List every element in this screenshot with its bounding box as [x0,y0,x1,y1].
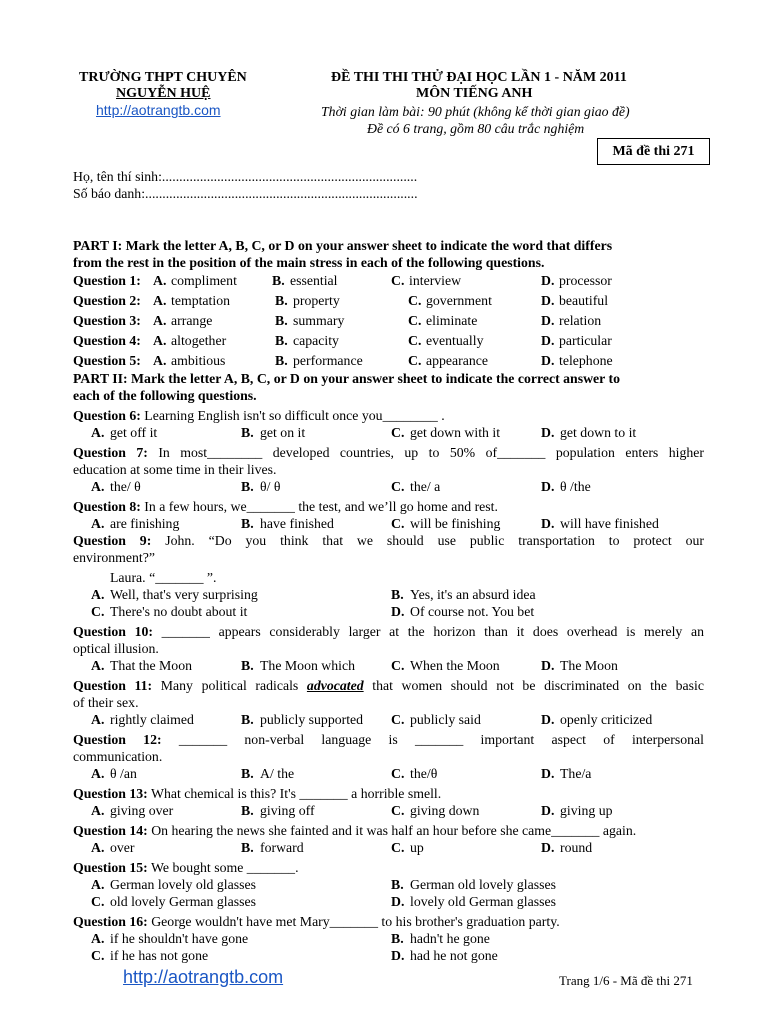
option-letter: D. [541,333,555,348]
option-letter: D. [541,766,555,781]
option-letter: C. [391,425,405,440]
question-9-line3: Laura. “_______ ”. [110,570,217,585]
option-letter: A. [91,479,105,494]
question-text: Many political radicals [160,678,299,693]
option-text: giving off [260,803,315,818]
option-text: The Moon which [260,658,356,673]
option-letter: D. [541,273,555,288]
option-letter: D. [541,803,555,818]
question-label: Question 10: [73,624,153,639]
option-text: altogether [171,333,227,348]
option-letter: C. [408,353,422,368]
option-letter: B. [275,293,288,308]
option-letter: D. [541,353,555,368]
option-text: if he shouldn't have gone [110,931,249,946]
option-text: The/a [560,766,592,781]
option-text: giving down [410,803,480,818]
option-letter: B. [241,516,254,531]
option-letter: A. [91,658,105,673]
option-text: will be finishing [410,516,501,531]
option-letter: A. [91,425,105,440]
part2-instruction: PART II: Mark the letter A, B, C, or D on your answer sheet to indicate the correct answer to [73,371,620,386]
option-letter: D. [541,840,555,855]
option-text: A/ the [260,766,295,781]
option-text: had he not gone [410,948,498,963]
option-text: compliment [171,273,237,288]
option-text: capacity [293,333,339,348]
footer-website-link[interactable]: http://aotrangtb.com [123,967,284,987]
option-letter: D. [391,948,405,963]
question-text: Learning English isn't so difficult once you________ . [144,408,445,423]
option-text: if he has not gone [110,948,209,963]
student-name-field: Họ, tên thí sinh:.......................................................................... [73,169,418,184]
option-letter: D. [541,712,555,727]
question-label: Question 9: [73,533,152,548]
header-website-link[interactable]: http://aotrangtb.com [96,102,221,118]
question-label: Question 15: [73,860,148,875]
option-letter: B. [275,313,288,328]
option-letter: C. [391,766,405,781]
question-label: Question 4: [73,333,141,348]
question-label: Question 14: [73,823,148,838]
option-letter: A. [153,333,167,348]
option-text: lovely old German glasses [410,894,556,909]
option-text: are finishing [110,516,180,531]
question-label: Question 7: [73,445,148,460]
option-text: relation [559,313,602,328]
option-text: giving over [110,803,174,818]
question-text-end: that women should not be discriminated on the basic [372,678,705,693]
option-letter: C. [391,840,405,855]
option-letter: D. [541,293,555,308]
option-letter: B. [241,425,254,440]
option-text: the/ θ [110,479,141,494]
option-text: When the Moon [410,658,500,673]
option-text: θ /the [560,479,591,494]
option-text: the/θ [410,766,438,781]
question-10 [73,623,704,640]
option-letter: A. [91,766,105,781]
option-letter: C. [408,293,422,308]
option-text: openly criticized [560,712,653,727]
option-letter: A. [91,840,105,855]
option-text: property [293,293,340,308]
option-letter: A. [91,516,105,531]
option-text: That the Moon [110,658,192,673]
option-text: arrange [171,313,213,328]
option-text: appearance [426,353,489,368]
question-text: We bought some _______. [150,860,299,875]
question-label: Question 8: [73,499,141,514]
option-text: θ/ θ [260,479,281,494]
question-11 [73,677,704,694]
option-letter: C. [91,604,105,619]
option-letter: C. [391,479,405,494]
option-letter: A. [153,353,167,368]
option-text: up [410,840,424,855]
option-letter: A. [153,313,167,328]
question-10-line2: optical illusion. [73,641,159,656]
option-letter: B. [241,803,254,818]
page-number: Trang 1/6 - Mã đề thi 271 [559,973,693,988]
question-12-line2: communication. [73,749,163,764]
option-letter: B. [391,931,404,946]
option-text: round [560,840,593,855]
option-letter: B. [272,273,285,288]
option-letter: B. [241,479,254,494]
option-letter: B. [241,712,254,727]
option-text: essential [290,273,338,288]
question-text: _______ appears considerably larger at the horizon than it does overhead is merely an [161,624,704,639]
question-14 [73,822,636,839]
question-label: Question 2: [73,293,141,308]
question-label: Question 11: [73,678,153,693]
option-letter: C. [408,333,422,348]
option-text: old lovely German glasses [110,894,256,909]
option-letter: A. [91,931,105,946]
option-letter: C. [91,894,105,909]
question-label: Question 6: [73,408,141,423]
option-text: get down with it [410,425,501,440]
option-text: telephone [559,353,613,368]
option-letter: A. [91,712,105,727]
option-letter: D. [391,604,405,619]
question-9 [73,532,704,549]
question-text: On hearing the news she fainted and it was half an hour before she came_______ again. [151,823,637,838]
exam-time-note: Thời gian làm bài: 90 phút (không kể thời gian giao đề) [321,104,630,119]
option-letter: C. [408,313,422,328]
option-text: German old lovely glasses [410,877,556,892]
option-text: particular [559,333,612,348]
option-letter: A. [153,293,167,308]
option-text: interview [409,273,462,288]
option-letter: B. [241,840,254,855]
question-9-line2: environment?” [73,550,155,565]
student-id-field: Số báo danh:............................................................................... [73,186,418,201]
option-text: hadn't he gone [410,931,490,946]
option-text: get down to it [560,425,637,440]
question-label: Question 3: [73,313,141,328]
question-7 [73,444,704,461]
option-letter: C. [91,948,105,963]
option-letter: C. [391,273,405,288]
question-15 [73,859,299,876]
question-text: In a few hours, we_______ the test, and we’ll go home and rest. [144,499,498,514]
option-text: get off it [110,425,158,440]
option-letter: A. [153,273,167,288]
option-letter: B. [391,877,404,892]
option-text: There's no doubt about it [110,604,248,619]
option-text: German lovely old glasses [110,877,256,892]
exam-pages-note: Đề có 6 trang, gồm 80 câu trắc nghiệm [367,121,585,136]
option-text: eventually [426,333,484,348]
question-13 [73,785,441,802]
exam-code-box: Mã đề thi 271 [597,138,710,165]
option-letter: D. [391,894,405,909]
part1-instruction: PART I: Mark the letter A, B, C, or D on your answer sheet to indicate the word that differs [73,238,613,253]
question-16 [73,913,560,930]
option-letter: B. [275,333,288,348]
exam-subject: MÔN TIẾNG ANH [416,86,533,101]
option-text: publicly supported [260,712,364,727]
option-letter: C. [391,658,405,673]
option-letter: C. [391,803,405,818]
option-letter: D. [541,313,555,328]
question-12 [73,731,704,748]
option-text: temptation [171,293,231,308]
option-text: Well, that's very surprising [110,587,258,602]
school-name-line2: NGUYỄN HUỆ [116,86,211,101]
option-letter: B. [241,766,254,781]
exam-title: ĐỀ THI THI THỬ ĐẠI HỌC LẦN 1 - NĂM 2011 [331,70,627,85]
option-letter: A. [91,877,105,892]
option-text: ambitious [171,353,226,368]
option-letter: C. [391,516,405,531]
option-text: giving up [560,803,613,818]
option-text: get on it [260,425,306,440]
school-name: TRƯỜNG THPT CHUYÊN [79,70,247,85]
option-text: Of course not. You bet [410,604,535,619]
option-letter: D. [541,425,555,440]
underlined-word: advocated [306,678,364,693]
question-8 [73,498,498,515]
option-text: publicly said [410,712,481,727]
option-text: rightly claimed [110,712,194,727]
option-text: θ /an [110,766,137,781]
option-letter: C. [391,712,405,727]
option-letter: A. [91,803,105,818]
option-text: over [110,840,135,855]
question-6 [73,407,445,424]
option-text: eliminate [426,313,478,328]
part2-instruction-line2: each of the following questions. [73,388,257,403]
question-label: Question 1: [73,273,141,288]
option-text: Yes, it's an absurd idea [410,587,536,602]
option-letter: D. [541,516,555,531]
option-letter: D. [541,479,555,494]
question-label: Question 12: [73,732,162,747]
option-text: performance [293,353,363,368]
question-label: Question 13: [73,786,148,801]
option-letter: D. [541,658,555,673]
option-text: beautiful [559,293,609,308]
question-7-line2: education at some time in their lives. [73,462,277,477]
part1-instruction-line2: from the rest in the position of the main stress in each of the following questions. [73,255,545,270]
question-label: Question 16: [73,914,148,929]
option-text: processor [559,273,612,288]
question-text: In most________ developed countries, up to 50% of_______ population enters higher [158,445,704,460]
option-text: summary [293,313,345,328]
question-label: Question 5: [73,353,141,368]
option-letter: A. [91,587,105,602]
option-text: the/ a [410,479,441,494]
option-letter: B. [241,658,254,673]
option-text: have finished [260,516,334,531]
option-text: forward [260,840,304,855]
question-text: _______ non-verbal language is _______ important aspect of interpersonal [178,732,704,747]
option-letter: B. [391,587,404,602]
question-text: What chemical is this? It's _______ a horrible smell. [150,786,442,801]
question-text: John. “Do you think that we should use public transportation to protect our [165,533,705,548]
question-11-line2: of their sex. [73,695,139,710]
question-text: George wouldn't have met Mary_______ to his brother's graduation party. [151,914,560,929]
option-letter: B. [275,353,288,368]
option-text: government [426,293,492,308]
option-text: will have finished [560,516,659,531]
option-text: The Moon [560,658,618,673]
